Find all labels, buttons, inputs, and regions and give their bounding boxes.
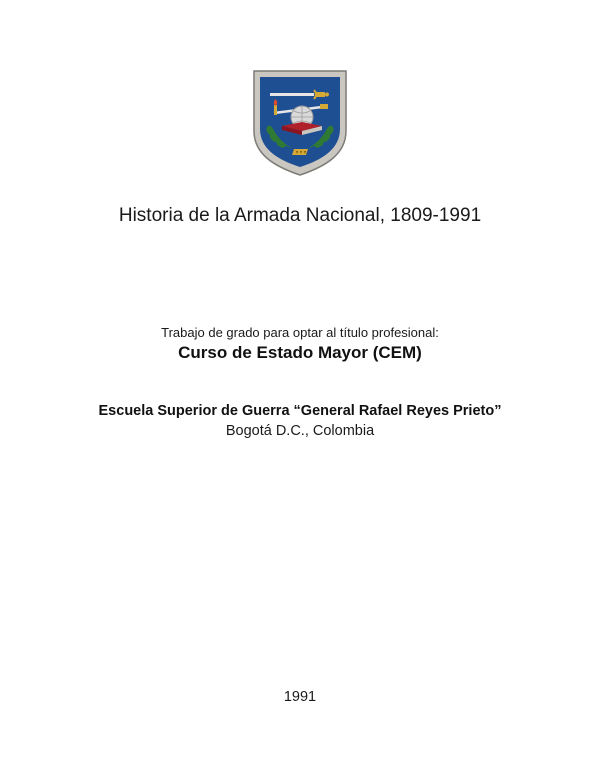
ribbon-icon — [292, 149, 308, 155]
publication-year: 1991 — [283, 689, 317, 705]
city-location: Bogotá D.C., Colombia — [225, 423, 375, 439]
shield-emblem-icon — [252, 69, 348, 177]
degree-subtitle: Trabajo de grado para optar al título profesional: — [161, 325, 439, 340]
course-name: Curso de Estado Mayor (CEM) — [178, 343, 422, 362]
school-name: Escuela Superior de Guerra “General Rafael Reyes Prieto” — [98, 403, 502, 419]
document-title: Historia de la Armada Nacional, 1809-1991 — [118, 205, 482, 226]
torch-icon — [274, 99, 278, 115]
